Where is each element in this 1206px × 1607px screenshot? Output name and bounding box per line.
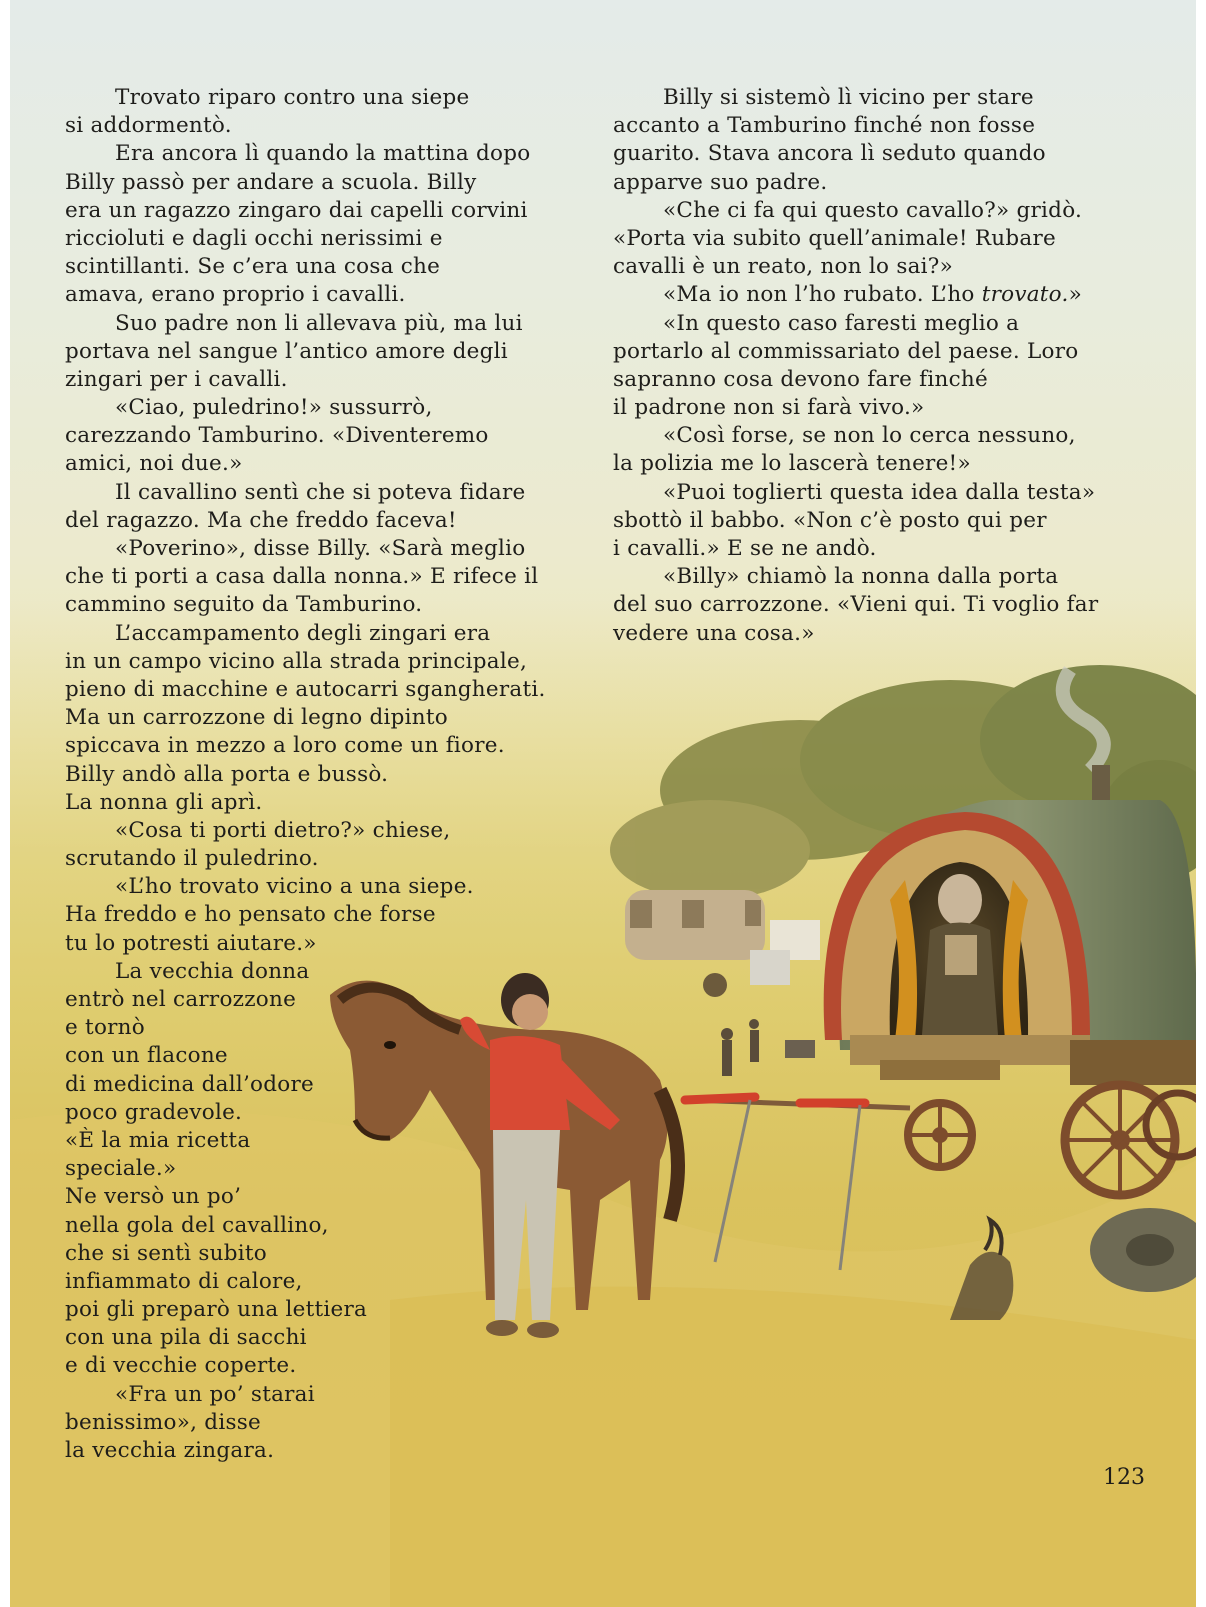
text-line bbox=[65, 1212, 546, 1240]
text-line-content: riccioluti e dagli occhi nerissimi e bbox=[65, 225, 443, 251]
text-line-content: la polizia me lo lascerà tenere!» bbox=[613, 451, 971, 477]
left-text-column bbox=[65, 84, 546, 1465]
text-line-content: vedere una cosa.» bbox=[613, 620, 815, 646]
text-line bbox=[65, 676, 546, 704]
text-line-content: con un flacone bbox=[65, 1043, 228, 1069]
text-line-italic: trovato. bbox=[981, 282, 1069, 308]
text-line-content: benissimo», disse bbox=[65, 1409, 261, 1435]
text-line-content: del ragazzo. Ma che freddo faceva! bbox=[65, 507, 457, 533]
text-line-content: zingari per i cavalli. bbox=[65, 366, 288, 392]
text-line bbox=[613, 112, 1098, 140]
text-line-content: spiccava in mezzo a loro come un fiore. bbox=[65, 733, 505, 759]
text-line-content: il padrone non si farà vivo.» bbox=[613, 395, 925, 421]
text-line-content: che ti porti a casa dalla nonna.» E rifece il bbox=[65, 564, 539, 590]
text-line bbox=[613, 310, 1098, 338]
text-line-content: «Fra un po’ starai bbox=[115, 1381, 315, 1407]
text-line bbox=[65, 591, 546, 619]
text-line bbox=[65, 1014, 546, 1042]
text-line bbox=[65, 169, 546, 197]
text-line-content: e tornò bbox=[65, 1015, 145, 1041]
text-line bbox=[613, 563, 1098, 591]
text-line-content: «L’ho trovato vicino a una siepe. bbox=[115, 874, 474, 900]
text-line-content: la vecchia zingara. bbox=[65, 1438, 275, 1463]
text-line-content: sapranno cosa devono fare finché bbox=[613, 366, 988, 392]
text-line-content: «In questo caso faresti meglio a bbox=[663, 310, 1020, 336]
text-line-content: in un campo vicino alla strada principale, bbox=[65, 648, 528, 674]
text-line bbox=[613, 479, 1098, 507]
text-line-content: «Così forse, se non lo cerca nessuno, bbox=[663, 423, 1076, 449]
text-line-content: speciale.» bbox=[65, 1156, 177, 1182]
text-line-after: » bbox=[1068, 282, 1082, 308]
text-line bbox=[65, 761, 546, 789]
text-line bbox=[65, 394, 546, 422]
text-line-content: L’accampamento degli zingari era bbox=[115, 620, 491, 646]
text-line bbox=[65, 845, 546, 873]
text-line bbox=[65, 197, 546, 225]
text-line bbox=[65, 225, 546, 253]
text-line bbox=[613, 338, 1098, 366]
text-line-content: portava nel sangue l’antico amore degli bbox=[65, 338, 508, 364]
text-line bbox=[65, 140, 546, 168]
text-line-content: nella gola del cavallino, bbox=[65, 1212, 329, 1238]
text-line-content: amava, erano proprio i cavalli. bbox=[65, 282, 406, 308]
text-line-content: «Ciao, puledrino!» sussurrò, bbox=[115, 395, 433, 421]
text-line-content: amici, noi due.» bbox=[65, 451, 243, 477]
text-line-content: «Poverino», disse Billy. «Sarà meglio bbox=[115, 536, 526, 561]
text-line bbox=[65, 930, 546, 958]
text-line bbox=[65, 281, 546, 309]
text-line bbox=[65, 789, 546, 817]
text-line-content: Billy passò per andare a scuola. Billy bbox=[65, 169, 477, 195]
text-line-content: La vecchia donna bbox=[115, 958, 310, 984]
text-line-content: portarlo al commissariato del paese. Loro bbox=[613, 338, 1079, 364]
text-line bbox=[65, 873, 546, 901]
text-line-content: «Billy» chiamò la nonna dalla porta bbox=[663, 564, 1059, 590]
text-line-content: Billy si sistemò lì vicino per stare bbox=[663, 85, 1034, 110]
text-line-content: si addormentò. bbox=[65, 113, 232, 139]
text-line-content: poco gradevole. bbox=[65, 1099, 243, 1125]
text-line bbox=[613, 394, 1098, 422]
text-line bbox=[65, 1042, 546, 1070]
text-line bbox=[613, 507, 1098, 535]
text-line bbox=[65, 901, 546, 929]
book-page bbox=[10, 0, 1196, 1607]
text-line bbox=[65, 704, 546, 732]
text-line-content: era un ragazzo zingaro dai capelli corvini bbox=[65, 197, 528, 223]
text-line bbox=[65, 732, 546, 760]
text-line bbox=[65, 1071, 546, 1099]
text-line bbox=[613, 535, 1098, 563]
text-line bbox=[613, 225, 1098, 253]
text-line bbox=[65, 817, 546, 845]
text-line-content: infiammato di calore, bbox=[65, 1268, 303, 1294]
text-line-content: accanto a Tamburino finché non fosse bbox=[613, 113, 1036, 139]
text-line bbox=[65, 563, 546, 591]
text-line-content: Ne versò un po’ bbox=[65, 1184, 242, 1210]
text-line bbox=[65, 620, 546, 648]
text-line-content: scintillanti. Se c’era una cosa che bbox=[65, 254, 441, 280]
text-line bbox=[613, 591, 1098, 619]
text-line bbox=[613, 84, 1098, 112]
text-line bbox=[65, 338, 546, 366]
text-line bbox=[65, 1381, 546, 1409]
text-line-content: di medicina dall’odore bbox=[65, 1071, 314, 1097]
text-line-content: «Porta via subito quell’animale! Rubare bbox=[613, 225, 1056, 251]
text-line bbox=[65, 422, 546, 450]
text-line-content: che si sentì subito bbox=[65, 1240, 267, 1266]
text-line-content: pieno di macchine e autocarri sgangherati. bbox=[65, 676, 546, 702]
text-line-content: Ha freddo e ho pensato che forse bbox=[65, 902, 436, 928]
text-line bbox=[65, 1127, 546, 1155]
text-line bbox=[613, 620, 1098, 648]
text-line bbox=[65, 112, 546, 140]
text-line bbox=[65, 84, 546, 112]
text-line bbox=[65, 648, 546, 676]
text-line bbox=[65, 1296, 546, 1324]
text-line-content: carezzando Tamburino. «Diventeremo bbox=[65, 423, 489, 449]
text-line-content: Suo padre non li allevava più, ma lui bbox=[115, 310, 523, 336]
text-line-content: Il cavallino sentì che si poteva fidare bbox=[115, 479, 526, 505]
text-line-content: sbottò il babbo. «Non c’è posto qui per bbox=[613, 507, 1047, 533]
text-line-content: apparve suo padre. bbox=[613, 169, 828, 195]
text-line bbox=[65, 310, 546, 338]
text-line bbox=[65, 1155, 546, 1183]
text-line bbox=[613, 140, 1098, 168]
text-line bbox=[613, 169, 1098, 197]
text-line bbox=[613, 422, 1098, 450]
text-line-content: La nonna gli aprì. bbox=[65, 789, 263, 815]
text-line-content: Trovato riparo contro una siepe bbox=[115, 85, 470, 110]
text-line-content: cavalli è un reato, non lo sai?» bbox=[613, 254, 953, 280]
text-line bbox=[65, 507, 546, 535]
text-line bbox=[65, 1183, 546, 1211]
text-line-content: e di vecchie coperte. bbox=[65, 1353, 297, 1379]
text-line bbox=[65, 535, 546, 563]
text-line bbox=[65, 450, 546, 478]
text-line bbox=[65, 1352, 546, 1380]
text-line bbox=[65, 1437, 546, 1465]
text-line-content: «Ma io non l’ho rubato. L’ho bbox=[663, 282, 982, 308]
text-line bbox=[65, 1409, 546, 1437]
text-line-content: Billy andò alla porta e bussò. bbox=[65, 761, 389, 787]
right-text-column bbox=[613, 84, 1098, 648]
text-line-content: «È la mia ricetta bbox=[65, 1127, 251, 1153]
text-line-content: tu lo potresti aiutare.» bbox=[65, 930, 317, 956]
text-line-content: Ma un carrozzone di legno dipinto bbox=[65, 705, 448, 731]
text-line bbox=[65, 1099, 546, 1127]
text-line-content: scrutando il puledrino. bbox=[65, 846, 319, 872]
text-line bbox=[613, 366, 1098, 394]
text-line bbox=[65, 1268, 546, 1296]
text-line bbox=[65, 986, 546, 1014]
text-line bbox=[613, 281, 1098, 309]
page-number: 123 bbox=[1103, 1465, 1145, 1490]
text-line bbox=[65, 1324, 546, 1352]
text-line bbox=[65, 1240, 546, 1268]
text-line bbox=[613, 253, 1098, 281]
text-line bbox=[65, 479, 546, 507]
text-line-content: Era ancora lì quando la mattina dopo bbox=[115, 141, 531, 167]
text-line-content: «Puoi toglierti questa idea dalla testa» bbox=[663, 479, 1096, 505]
text-line-content: del suo carrozzone. «Vieni qui. Ti voglio far bbox=[613, 592, 1099, 618]
text-line bbox=[65, 366, 546, 394]
text-line-content: cammino seguito da Tamburino. bbox=[65, 592, 423, 618]
text-line-content: poi gli preparò una lettiera bbox=[65, 1297, 368, 1323]
text-line bbox=[65, 253, 546, 281]
text-line-content: «Cosa ti porti dietro?» chiese, bbox=[115, 817, 451, 843]
text-line-content: «Che ci fa qui questo cavallo?» gridò. bbox=[663, 197, 1083, 223]
text-line bbox=[613, 197, 1098, 225]
text-line-content: guarito. Stava ancora lì seduto quando bbox=[613, 141, 1046, 167]
text-line bbox=[613, 450, 1098, 478]
text-line-content: i cavalli.» E se ne andò. bbox=[613, 536, 877, 561]
text-line bbox=[65, 958, 546, 986]
text-line-content: entrò nel carrozzone bbox=[65, 987, 297, 1012]
text-line-content: con una pila di sacchi bbox=[65, 1325, 307, 1351]
